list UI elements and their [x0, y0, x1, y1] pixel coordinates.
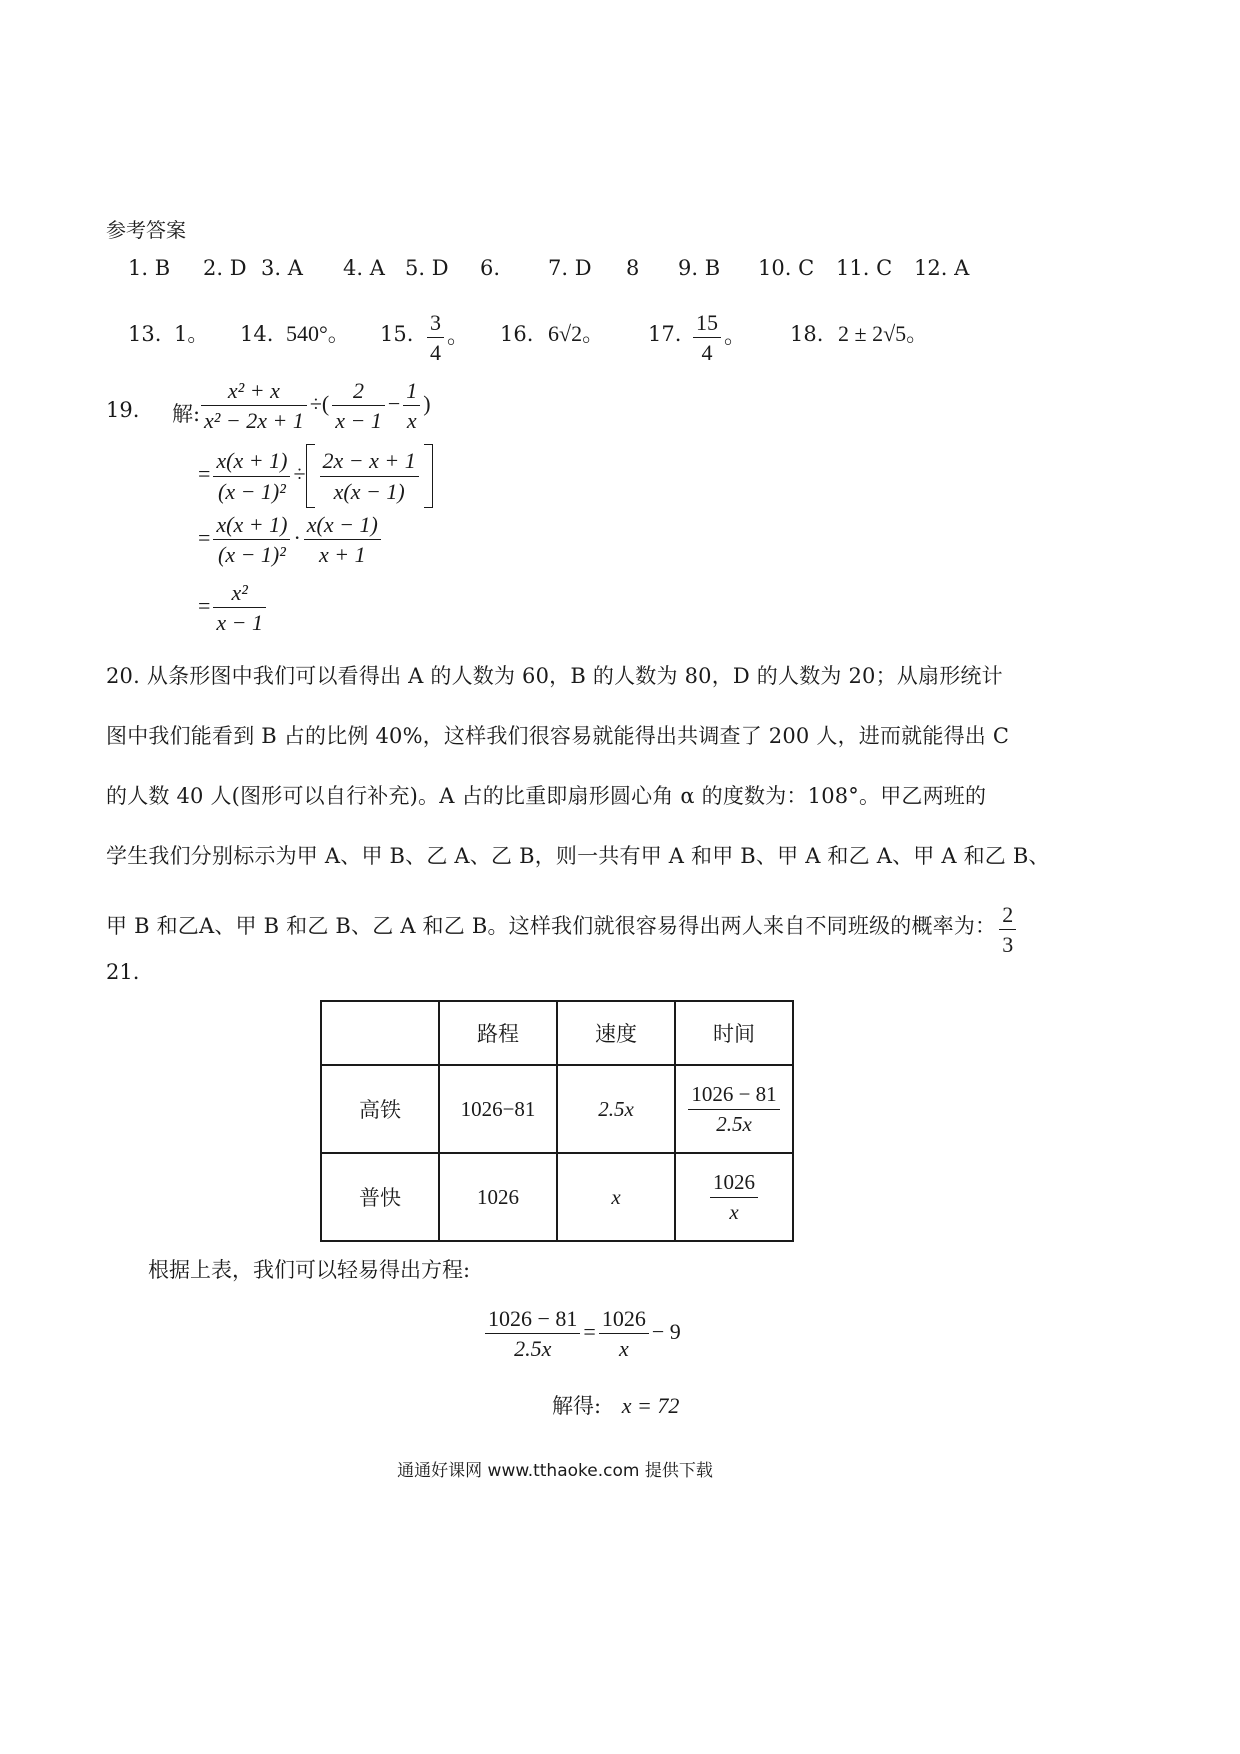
table-cell: x [557, 1153, 675, 1241]
probability-numerator: 2 [1002, 901, 1014, 927]
equation-equals: = [583, 1318, 596, 1344]
answer-15-label: 15. [380, 322, 414, 346]
q19-l2-denominator: (x − 1)² [218, 478, 286, 504]
q19-l3-f2-denominator: x + 1 [318, 542, 366, 568]
answer-1: 1. B [128, 256, 171, 280]
time-numerator: 1026 − 81 [691, 1082, 777, 1107]
q19-l2-divide: ÷ [293, 461, 306, 487]
q19-solution-label: 解: [172, 402, 201, 426]
q20-line-4: 学生我们分别标示为甲 A、甲 B、乙 A、乙 B，则一共有甲 A 和甲 B、甲 A 和乙 A、甲 A 和乙 B、 [106, 844, 1050, 868]
answers-row-1 [128, 256, 969, 280]
speed-table [320, 1000, 794, 1242]
answer-17-denominator: 4 [701, 340, 713, 366]
q19-l3-equals: = [198, 524, 211, 550]
q20-line-2: 图中我们能看到 B 占的比例 40%，这样我们很容易就能得出共调查了 200 人，进而就能得出 C [106, 724, 1010, 748]
q20-line-1: 20. 从条形图中我们可以看得出 A 的人数为 60，B 的人数为 80，D 的人数为 20；从扇形统计 [106, 664, 1003, 688]
answer-14: 540°。 [286, 321, 350, 346]
time-denominator: 2.5x [716, 1111, 752, 1136]
q19-l2-f2-denominator: x(x − 1) [333, 478, 405, 504]
answer-6: 6. [480, 256, 501, 280]
q19-l1-f2-numerator: 2 [353, 378, 365, 403]
answer-3: 3. A [261, 256, 303, 280]
answer-8: 8 [626, 256, 640, 280]
answer-13-label: 13. [128, 322, 162, 346]
solution-value: x = 72 [621, 1393, 680, 1418]
answer-17-end: 。 [724, 322, 747, 348]
q20-line-5-text: 甲 B 和乙A、甲 B 和乙 B、乙 A 和乙 B。这样我们就很容易得出两人来自不同班级的概率为： [106, 914, 997, 938]
q20-paragraph [106, 646, 1116, 958]
q19-l1-denominator: x² − 2x + 1 [204, 408, 304, 434]
equation-left-numerator: 1026 − 81 [488, 1306, 578, 1331]
answer-4: 4. A [343, 256, 385, 280]
answer-18: 2 ± 2√5。 [838, 321, 929, 346]
table-cell [675, 1065, 793, 1153]
table-header-cell: 时间 [675, 1001, 793, 1065]
q21-label: 21. [106, 960, 140, 984]
q19-l2-f2-numerator: 2x − x + 1 [322, 448, 416, 474]
q19-l4-denominator: x − 1 [216, 610, 264, 636]
right-bracket [424, 444, 433, 508]
answer-13: 1。 [174, 322, 209, 346]
q21-intro: 根据上表，我们可以轻易得出方程: [148, 1258, 471, 1282]
answer-15-denominator: 4 [430, 340, 441, 366]
left-bracket [306, 444, 315, 508]
answer-17-numerator: 15 [696, 310, 718, 335]
time-numerator: 1026 [713, 1170, 755, 1195]
q19-l1-f3-denominator: x [406, 408, 417, 434]
page-heading: 参考答案 [106, 218, 186, 242]
answer-5: 5. D [405, 256, 449, 280]
answer-12: 12. A [914, 256, 970, 280]
q19-label: 19. [106, 398, 140, 422]
equation-right-numerator: 1026 [601, 1306, 646, 1331]
answer-9: 9. B [678, 256, 721, 280]
q19-l1-divide: ÷( [309, 390, 330, 416]
equation-left-denominator: 2.5x [514, 1336, 552, 1362]
q19-l2-numerator: x(x + 1) [216, 448, 288, 474]
q20-line-5 [106, 896, 1116, 958]
q19-l1-f3-numerator: 1 [406, 378, 418, 403]
page-footer: 通通好课网 www.tthaoke.com 提供下载 [397, 1461, 713, 1481]
table-cell: 1026 [439, 1153, 557, 1241]
q19-l1-f2-denominator: x − 1 [335, 408, 382, 434]
answer-17-fraction [690, 310, 746, 366]
q19-l1-numerator: x² + x [227, 378, 280, 403]
q21-solution [552, 1390, 679, 1420]
answer-18-label: 18. [790, 322, 824, 346]
answer-10: 10. C [758, 256, 815, 280]
table-header-cell: 速度 [557, 1001, 675, 1065]
table-row [321, 1153, 793, 1241]
answer-2: 2. D [203, 256, 247, 280]
answer-16-label: 16. [500, 322, 534, 346]
q19-line-2 [198, 444, 433, 508]
table-cell [675, 1153, 793, 1241]
q19-l3-dot: · [293, 524, 301, 550]
q19-line-3 [198, 512, 384, 568]
q19-line-1 [198, 378, 431, 434]
table-row [321, 1065, 793, 1153]
table-cell: 普快 [321, 1153, 439, 1241]
time-denominator: x [729, 1199, 739, 1224]
table-cell: 2.5x [557, 1065, 675, 1153]
equation-right-denominator: x [618, 1336, 629, 1362]
table-cell: 高铁 [321, 1065, 439, 1153]
q19-l4-equals: = [198, 592, 211, 618]
answer-7: 7. D [548, 256, 592, 280]
q21-equation [482, 1306, 681, 1362]
q19-l3-numerator: x(x + 1) [216, 512, 288, 537]
answer-11: 11. C [836, 256, 893, 280]
answer-15-end: 。 [447, 322, 470, 348]
probability-denominator: 3 [1002, 931, 1014, 957]
answer-16: 6√2。 [548, 321, 605, 346]
equation-tail: − 9 [651, 1318, 681, 1344]
answer-15-fraction [424, 310, 469, 366]
table-header-row [321, 1001, 793, 1065]
q19-l4-numerator: x² [231, 580, 248, 605]
q19-l1-minus: − [387, 390, 401, 416]
answer-17-label: 17. [648, 322, 682, 346]
answer-15-numerator: 3 [430, 310, 441, 335]
q19-l3-f2-numerator: x(x − 1) [306, 512, 378, 537]
solution-label: 解得: [552, 1394, 602, 1418]
answer-14-label: 14. [240, 322, 274, 346]
table-header-cell: 路程 [439, 1001, 557, 1065]
table-cell: 1026−81 [439, 1065, 557, 1153]
q19-line-4 [198, 580, 269, 636]
q19-l1-close: ) [423, 390, 431, 416]
table-header-cell [321, 1001, 439, 1065]
q19-l3-denominator: (x − 1)² [218, 542, 286, 568]
q19-l2-equals: = [198, 461, 211, 487]
q20-line-3: 的人数 40 人(图形可以自行补充)。A 占的比重即扇形圆心角 α 的度数为：108°。甲乙两班的 [106, 784, 987, 808]
